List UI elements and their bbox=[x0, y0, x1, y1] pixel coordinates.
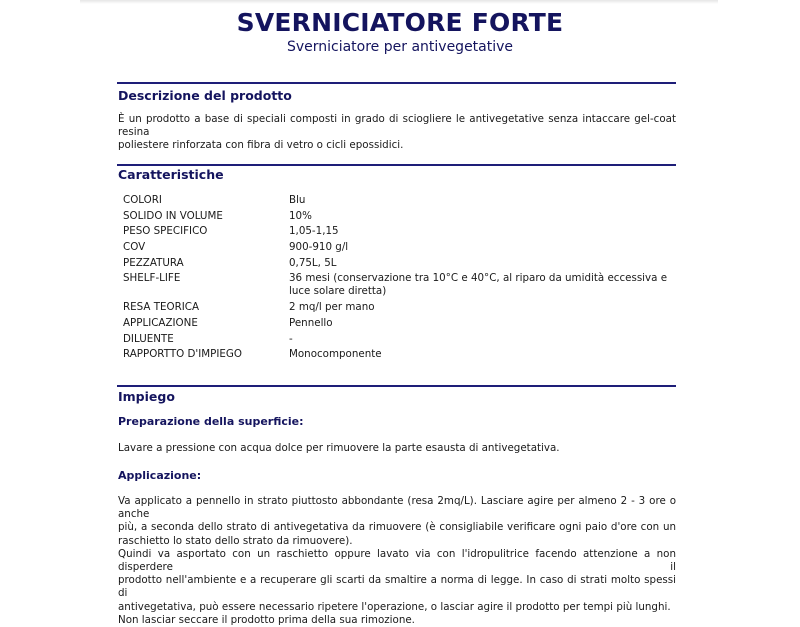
spec-row bbox=[123, 333, 683, 349]
specs-table bbox=[123, 194, 683, 364]
section-divider bbox=[117, 82, 676, 84]
spec-row bbox=[123, 241, 683, 257]
spec-value: 1,05-1,15 bbox=[289, 225, 339, 238]
spec-label: COV bbox=[123, 241, 146, 254]
spec-value: 10% bbox=[289, 209, 312, 222]
spec-row bbox=[123, 210, 683, 226]
applicazione-line: Va applicato a pennello in strato piuttosto abbondante (resa 2mq/L). Lasciare agire per almeno 2 - 3 ore o anche bbox=[118, 495, 676, 521]
preparazione-text: Lavare a pressione con acqua dolce per rimuovere la parte esausta di antivegetativa. bbox=[118, 442, 560, 454]
applicazione-line: raschietto lo stato dello strato da rimuovere). bbox=[118, 534, 353, 547]
spec-label: SHELF-LIFE bbox=[123, 272, 181, 285]
product-title: SVERNICIATORE FORTE bbox=[236, 8, 564, 37]
spec-value: Blu bbox=[289, 194, 306, 206]
spec-value: Pennello bbox=[289, 316, 333, 329]
spec-row bbox=[123, 194, 683, 210]
applicazione-line: prodotto nell'ambiente e a recuperare gli scarti da smaltire a norma di legge. In caso di strati molto spessi di bbox=[118, 574, 676, 600]
spec-label: SOLIDO IN VOLUME bbox=[123, 209, 223, 222]
section-heading-descrizione: Descrizione del prodotto bbox=[118, 88, 292, 103]
applicazione-line: antivegetativa, può essere necessario ripetere l'operazione, o lasciar agire il prodotto per tempi più lunghi. bbox=[118, 600, 671, 613]
spec-row bbox=[123, 348, 683, 364]
applicazione-line: Quindi va asportato con un raschietto oppure lavato via con l'idropulitrice facendo attenzione a non disperdere il bbox=[118, 547, 676, 574]
subheading-preparazione: Preparazione della superficie: bbox=[118, 415, 304, 428]
applicazione-line: più, a seconda dello strato di antivegetativa da rimuovere (è consigliabile verificare ogni paio d'ore con un bbox=[118, 521, 676, 534]
spec-row bbox=[123, 257, 683, 273]
spec-row bbox=[123, 317, 683, 333]
spec-label: RESA TEORICA bbox=[123, 301, 200, 314]
spec-value: 2 mq/l per mano bbox=[289, 301, 375, 314]
spec-value: 900-910 g/l bbox=[289, 241, 349, 254]
section-heading-caratteristiche: Caratteristiche bbox=[118, 167, 224, 182]
spec-label: PESO SPECIFICO bbox=[123, 225, 208, 238]
spec-row bbox=[123, 301, 683, 317]
spec-label: PEZZATURA bbox=[123, 256, 184, 269]
section-divider bbox=[117, 164, 676, 166]
descrizione-line: poliestere rinforzata con fibra di vetro o cicli epossidici. bbox=[118, 139, 404, 152]
applicazione-line: Non lasciar seccare il prodotto prima della sua rimozione. bbox=[118, 613, 415, 626]
descrizione-line: È un prodotto a base di speciali composti in grado di sciogliere le antivegetative senza intaccare gel-coat resina bbox=[118, 113, 676, 139]
subheading-applicazione: Applicazione: bbox=[118, 469, 202, 482]
spec-label: RAPPORTTO D'IMPIEGO bbox=[123, 348, 243, 361]
spec-value: 0,75L, 5L bbox=[289, 256, 337, 269]
descrizione-text bbox=[118, 113, 676, 153]
spec-label: COLORI bbox=[123, 194, 162, 206]
spec-row bbox=[123, 272, 683, 301]
spec-value: Monocomponente bbox=[289, 348, 382, 361]
section-heading-impiego: Impiego bbox=[118, 389, 175, 404]
applicazione-text bbox=[118, 495, 676, 627]
spec-row bbox=[123, 225, 683, 241]
spec-label: APPLICAZIONE bbox=[123, 316, 198, 329]
spec-value: - bbox=[289, 332, 293, 345]
spec-label: DILUENTE bbox=[123, 332, 174, 345]
section-divider bbox=[117, 385, 676, 387]
spec-value: 36 mesi (conservazione tra 10°C e 40°C, al riparo da umidità eccessiva e luce solare diretta) bbox=[289, 272, 668, 298]
product-subtitle: Sverniciatore per antivegetative bbox=[286, 39, 514, 55]
